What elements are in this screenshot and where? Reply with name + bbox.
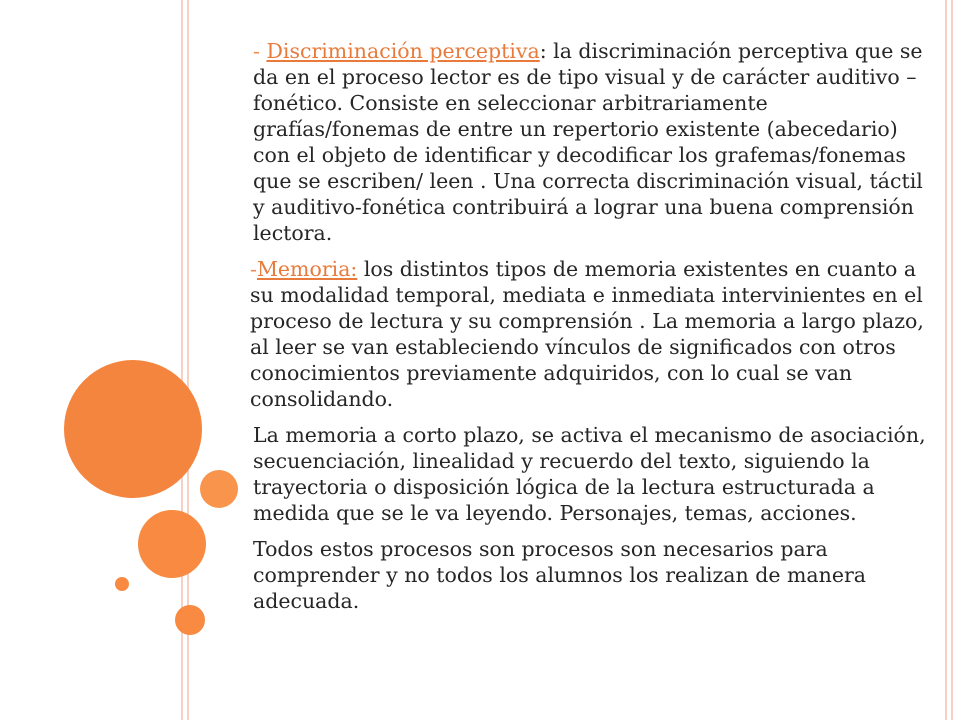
paragraph-2-text: los distintos tipos de memoria existentes en cuanto a su modalidad temporal, mediata e inmediata intervinientes en el proceso de lectura y su comprensión . La memoria a largo plazo, al leer se van estableciendo vínculos de significados con otros conocimientos previamente adquiridos, con lo cual se van consolidando. [250, 257, 924, 411]
paragraph-memoria [250, 256, 933, 412]
bullet-dash: - [250, 257, 257, 281]
paragraph-memoria-corto-plazo: La memoria a corto plazo, se activa el mecanismo de asociación, secuenciación, linealidad y recuerdo del texto, siguiendo la trayectoria o disposición lógica de la lectura estructurada a medida que se le va leyendo. Personajes, temas, acciones. [253, 423, 926, 525]
bullet-dash: - [253, 39, 267, 63]
paragraph-1-text: : la discriminación perceptiva que se da en el proceso lector es de tipo visual y de carácter auditivo – fonético. Consiste en seleccionar arbitrariamente grafías/fonemas de entre un repertorio existente (abecedario) con el objeto de identificar y decodificar los grafemas/fonemas que se escriben/ leen . Una correcta discriminación visual, táctil y auditivo-fonética contribuirá a lograr una buena comprensión lectora. [253, 39, 923, 245]
right-border-line [951, 0, 953, 720]
slide-body [250, 38, 933, 624]
decorative-circle-medium [138, 510, 206, 578]
decorative-circle-large [64, 360, 202, 498]
decorative-circle-small [200, 470, 238, 508]
term-discriminacion-perceptiva: Discriminación perceptiva [266, 39, 540, 63]
decorative-circle-tiny [115, 577, 129, 591]
decorative-circle-small-lower [175, 605, 205, 635]
term-memoria: Memoria: [256, 257, 358, 281]
right-border-line-inner [945, 0, 947, 720]
paragraph-conclusion: Todos estos procesos son procesos son necesarios para comprender y no todos los alumnos los realizan de manera adecuada. [253, 537, 866, 613]
paragraph-discriminacion [253, 38, 933, 246]
